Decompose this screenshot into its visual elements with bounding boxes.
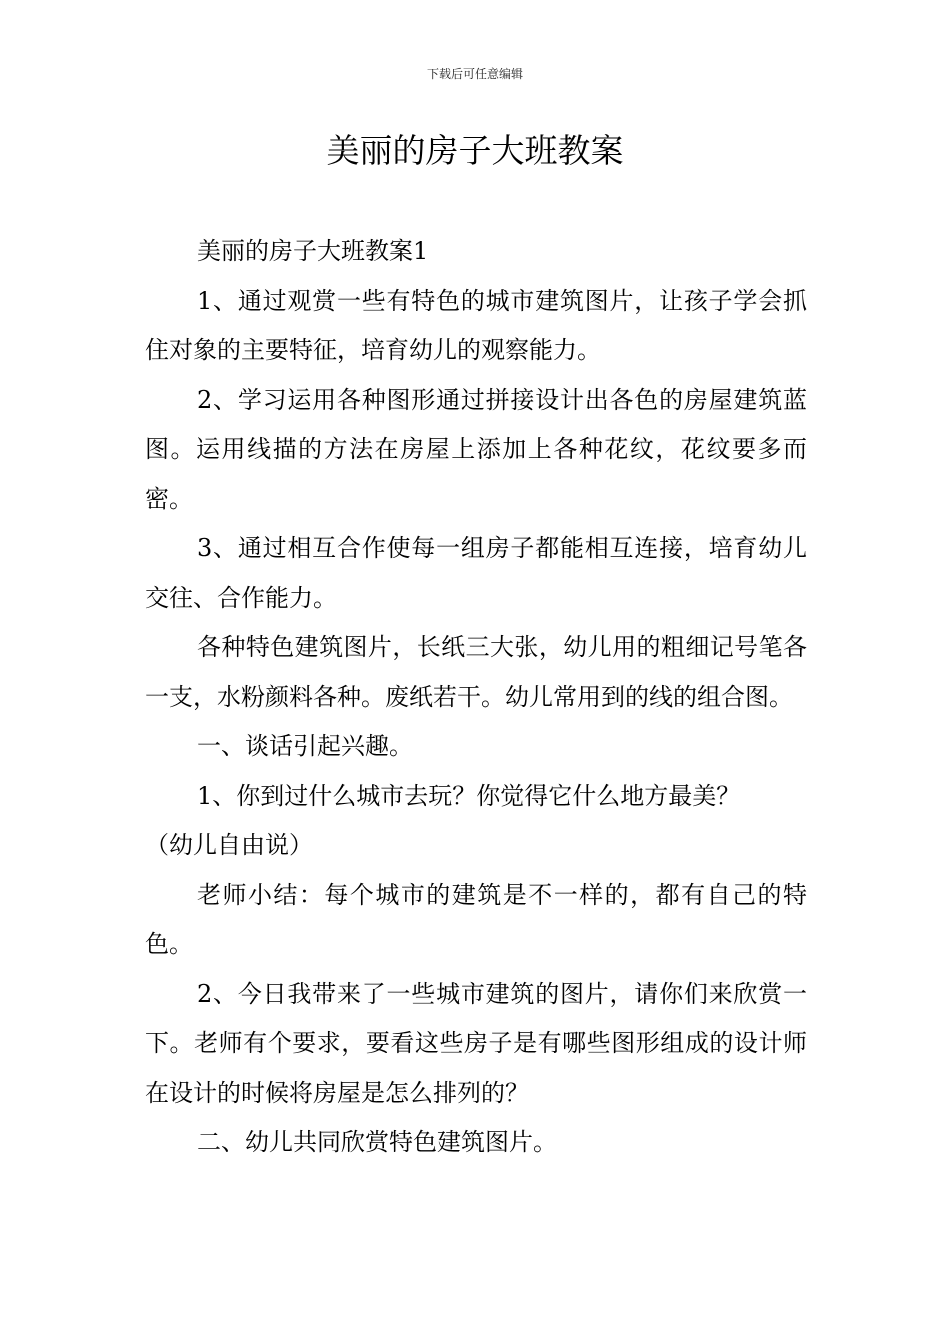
header-note: 下载后可任意编辑 xyxy=(426,67,523,81)
paragraph-goal-1: 1、通过观赏一些有特色的城市建筑图片，让孩子学会抓住对象的主要特征，培育幼儿的观察能力。 xyxy=(145,286,807,364)
document-title: 美丽的房子大班教案 xyxy=(326,131,624,170)
paragraph-step-1-heading: 一、谈话引起兴趣。 xyxy=(197,732,413,760)
paragraph-step-1-note: （幼儿自由说） xyxy=(145,831,313,859)
paragraph-step-1-question: 1、你到过什么城市去玩？你觉得它什么地方最美？ xyxy=(197,781,741,810)
paragraph-goal-3: 3、通过相互合作使每一组房子都能相互连接，培育幼儿交往、合作能力。 xyxy=(145,534,807,612)
paragraph-teacher-summary: 老师小结：每个城市的建筑是不一样的，都有自己的特色。 xyxy=(145,880,807,958)
paragraph-subtitle: 美丽的房子大班教案1 xyxy=(197,237,429,265)
paragraph-step-1-images: 2、今日我带来了一些城市建筑的图片，请你们来欣赏一下。老师有个要求，要看这些房子是有哪些图形组成的设计师在设计的时候将房屋是怎么排列的？ xyxy=(145,979,807,1107)
paragraph-materials: 各种特色建筑图片，长纸三大张，幼儿用的粗细记号笔各一支，水粉颜料各种。废纸若干。幼儿常用到的线的组合图。 xyxy=(145,633,807,711)
document-body xyxy=(145,227,807,1168)
paragraph-step-2-heading: 二、幼儿共同欣赏特色建筑图片。 xyxy=(197,1128,557,1156)
paragraph-goal-2: 2、学习运用各种图形通过拼接设计出各色的房屋建筑蓝图。运用线描的方法在房屋上添加上各种花纹，花纹要多而密。 xyxy=(145,385,807,513)
